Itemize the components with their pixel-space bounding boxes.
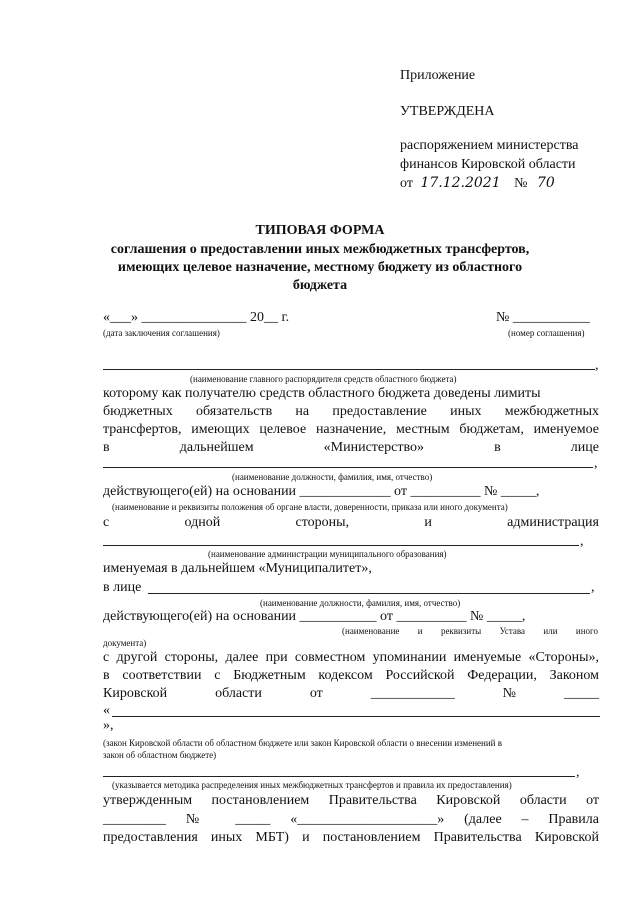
requisites-caption-2: [342, 626, 598, 636]
position-caption-2: (наименование должности, фамилия, имя, отчество): [260, 598, 461, 608]
paragraph-1-line-2: бюджетных обязательств на предоставление иных межбюджетных: [103, 404, 599, 419]
paragraph-4-line-3: предоставления иных МБТ) и постановлением Правительства Кировской: [103, 830, 599, 845]
agreement-date-field: «___» _______________ 20__ г.: [103, 310, 290, 325]
handwritten-date: 17.12.2021: [420, 175, 501, 191]
word: _____: [563, 686, 599, 701]
word: в: [494, 440, 501, 455]
paragraph-1-line-3: трансфертов, имеющих целевое назначение, местным бюджетам, именуемое: [103, 422, 599, 437]
position-line-2: [148, 593, 590, 594]
in-person-label: в лице: [103, 580, 142, 595]
order-line-2: финансов Кировской области: [400, 157, 576, 172]
comma: ,: [580, 534, 584, 549]
admin-caption: (наименование администрации муниципального образования): [208, 549, 447, 559]
word: ____________: [370, 686, 455, 701]
order-date-line: [400, 175, 555, 192]
word: стороны,: [295, 515, 350, 530]
position-line-1: [103, 467, 593, 468]
named-municipality: именуемая в дальнейшем «Муниципалитет»,: [103, 561, 372, 576]
word: с: [103, 515, 110, 530]
date-caption: (дата заключения соглашения): [103, 328, 220, 338]
word: дальнейшем: [179, 440, 254, 455]
word: в: [103, 440, 110, 455]
comma: ,: [576, 765, 580, 780]
word: (наименование: [342, 626, 400, 636]
word: от: [309, 686, 323, 701]
paragraph-2-line: [103, 515, 599, 531]
acting-basis-2: действующего(ей) на основании ___________ от __________ № _____,: [103, 609, 526, 624]
paragraph-4-line-1: утвержденным постановлением Правительства Кировской области от: [103, 793, 599, 808]
agreement-number-field: № ___________: [496, 310, 590, 325]
position-caption-1: (наименование должности, фамилия, имя, отчество): [232, 472, 433, 482]
order-line-1: распоряжением министерства: [400, 138, 579, 153]
number-caption: (номер соглашения): [508, 328, 585, 338]
appendix-label: Приложение: [400, 68, 476, 83]
title-line-1: соглашения о предоставлении иных межбюджетных трансфертов,: [110, 242, 530, 257]
paragraph-3-line-3: [103, 686, 599, 702]
comma: ,: [591, 580, 595, 595]
main-distributor-line: [103, 369, 595, 370]
law-caption-line-1: (закон Кировской области об областном бюджете или закон Кировской области о внесении изменений в: [103, 738, 503, 748]
paragraph-3-line-1: с другой стороны, далее при совместном упоминании именуемые «Стороны»,: [103, 650, 599, 665]
document-title: ТИПОВАЯ ФОРМА: [255, 223, 385, 238]
word: реквизиты: [440, 626, 482, 636]
handwritten-number: 70: [536, 175, 555, 191]
approved-label: УТВЕРЖДЕНА: [400, 104, 495, 119]
word: Устава: [499, 626, 526, 636]
word: иного: [575, 626, 598, 636]
method-caption: (указывается методика распределения иных межбюджетных трансфертов и правила их предоставления): [112, 780, 512, 790]
number-sign: №: [514, 176, 528, 191]
word: Кировской: [103, 686, 168, 701]
requisites-caption-2-cont: документа): [103, 638, 147, 648]
word: лице: [570, 440, 599, 455]
comma: ,: [595, 358, 599, 373]
admin-name-line: [103, 545, 579, 546]
title-line-2: имеющих целевое назначение, местному бюджету из областного: [117, 260, 523, 275]
law-caption-line-2: закон об областном бюджете): [103, 750, 217, 760]
word: и: [417, 626, 423, 636]
quote-open: «: [103, 703, 110, 718]
main-distributor-caption: (наименование главного распорядителя средств областного бюджета): [190, 374, 457, 384]
paragraph-1-line-1: которому как получателю средств областного бюджета доведены лимиты: [103, 386, 541, 401]
quote-close: »,: [103, 718, 114, 733]
comma: ,: [594, 456, 598, 471]
word: или: [543, 626, 558, 636]
title-line-3: бюджета: [292, 278, 348, 293]
paragraph-3-line-2: в соответствии с Бюджетным кодексом Российской Федерации, Законом: [103, 668, 599, 683]
method-line: [103, 776, 575, 777]
paragraph-4-line-2: _________ № _____ «____________________» (далее – Правила: [103, 812, 599, 827]
requisites-caption-1: (наименование и реквизиты положения об органе власти, доверенности, приказа или иного документа): [112, 502, 508, 512]
word: одной: [184, 515, 221, 530]
word: «Министерство»: [323, 440, 424, 455]
date-prefix: от: [400, 176, 413, 191]
word: №: [502, 686, 517, 701]
word: области: [215, 686, 262, 701]
word: и: [424, 515, 432, 530]
law-name-line: [112, 716, 600, 717]
acting-basis-1: действующего(ей) на основании _____________ от __________ № _____,: [103, 484, 540, 499]
paragraph-1-line-4: [103, 440, 599, 456]
word: администрация: [507, 515, 599, 530]
